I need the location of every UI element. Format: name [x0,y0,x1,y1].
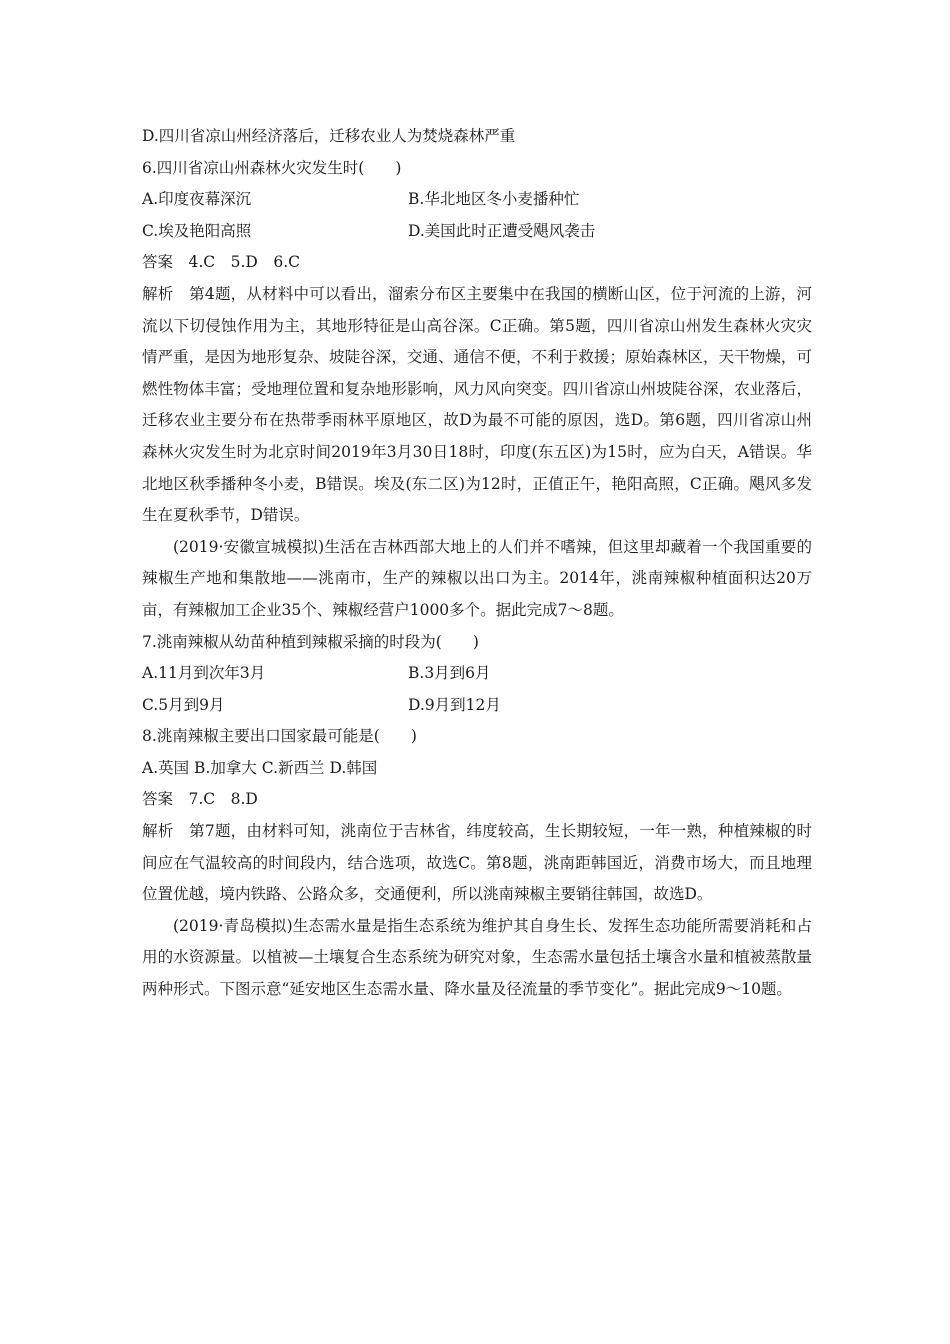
q6-stem: 6.四川省凉山州森林火灾发生时( ) [142,158,402,177]
q7-option-a: A.11月到次年3月 [142,664,266,683]
q7-options-row-2 [142,690,812,722]
q7-stem: 7.洮南辣椒从幼苗种植到辣椒采摘的时段为( ) [142,632,479,651]
q8-options: A.英国 B.加拿大 C.新西兰 D.韩国 [142,758,378,777]
q8-stem: 8.洮南辣椒主要出口国家最可能是( ) [142,727,417,746]
q6-option-b: B.华北地区冬小麦播种忙 [408,190,580,209]
intro-9-10: (2019·青岛模拟)生态需水量是指生态系统为维护其自身生长、发挥生态功能所需要消耗和占用的水资源量。以植被—土壤复合生态系统为研究对象，生态需水量包括土壤含水量和植被蒸散量两种形式。下图示意“延安地区生态需水量、降水量及径流量的季节变化”。据此完成9～10题。 [142,916,812,999]
q7-option-d: D.9月到12月 [408,695,501,714]
q5-option-d: D.四川省凉山州经济落后，迁移农业人为焚烧森林严重 [142,127,516,145]
answer-4-6: 答案 4.C 5.D 6.C [142,253,301,272]
q7-option-c: C.5月到9月 [142,695,225,714]
intro-7-8: (2019·安徽宣城模拟)生活在吉林西部大地上的人们并不嗜辣，但这里却藏着一个我国重要的辣椒生产地和集散地——洮南市，生产的辣椒以出口为主。2014年，洮南辣椒种植面积达20万亩，有辣椒加工企业35个、辣椒经营户1000多个。据此完成7～8题。 [142,537,812,619]
q6-option-c: C.埃及艳阳高照 [142,221,252,240]
q6-options-row-1 [142,184,812,216]
q7-option-b: B.3月到6月 [408,664,491,683]
q6-option-a: A.印度夜幕深沉 [142,190,252,209]
q7-options-row-1 [142,658,812,690]
q6-options-row-2 [142,216,812,248]
answer-7-8: 答案 7.C 8.D [142,790,258,809]
document-body [142,121,812,1006]
analysis-4-6: 解析 第4题，从材料中可以看出，溜索分布区主要集中在我国的横断山区，位于河流的上游，河流以下切侵蚀作用为主，其地形特征是山高谷深。C正确。第5题，四川省凉山州发生森林火灾灾情严重，是因为地形复杂、坡陡谷深，交通、通信不便，不利于救援；原始森林区，天干物燥，可燃性物体丰富；受地理位置和复杂地形影响，风力风向突变。四川省凉山州坡陡谷深，农业落后，迁移农业主要分布在热带季雨林平原地区，故D为最不可能的原因，选D。第6题，四川省凉山州森林火灾发生时为北京时间2019年3月30日18时，印度(东五区)为15时，应为白天，A错误。华北地区秋季播种冬小麦，B错误。埃及(东二区)为12时，正值正午，艳阳高照，C正确。飓风多发生在夏秋季节，D错误。 [142,284,812,525]
q6-option-d: D.美国此时正遭受飓风袭击 [408,221,596,240]
analysis-7-8: 解析 第7题，由材料可知，洮南位于吉林省，纬度较高，生长期较短，一年一熟，种植辣椒的时间应在气温较高的时间段内，结合选项，故选C。第8题，洮南距韩国近，消费市场大，而且地理位置优越，境内铁路、公路众多，交通便利，所以洮南辣椒主要销往韩国，故选D。 [142,822,812,904]
